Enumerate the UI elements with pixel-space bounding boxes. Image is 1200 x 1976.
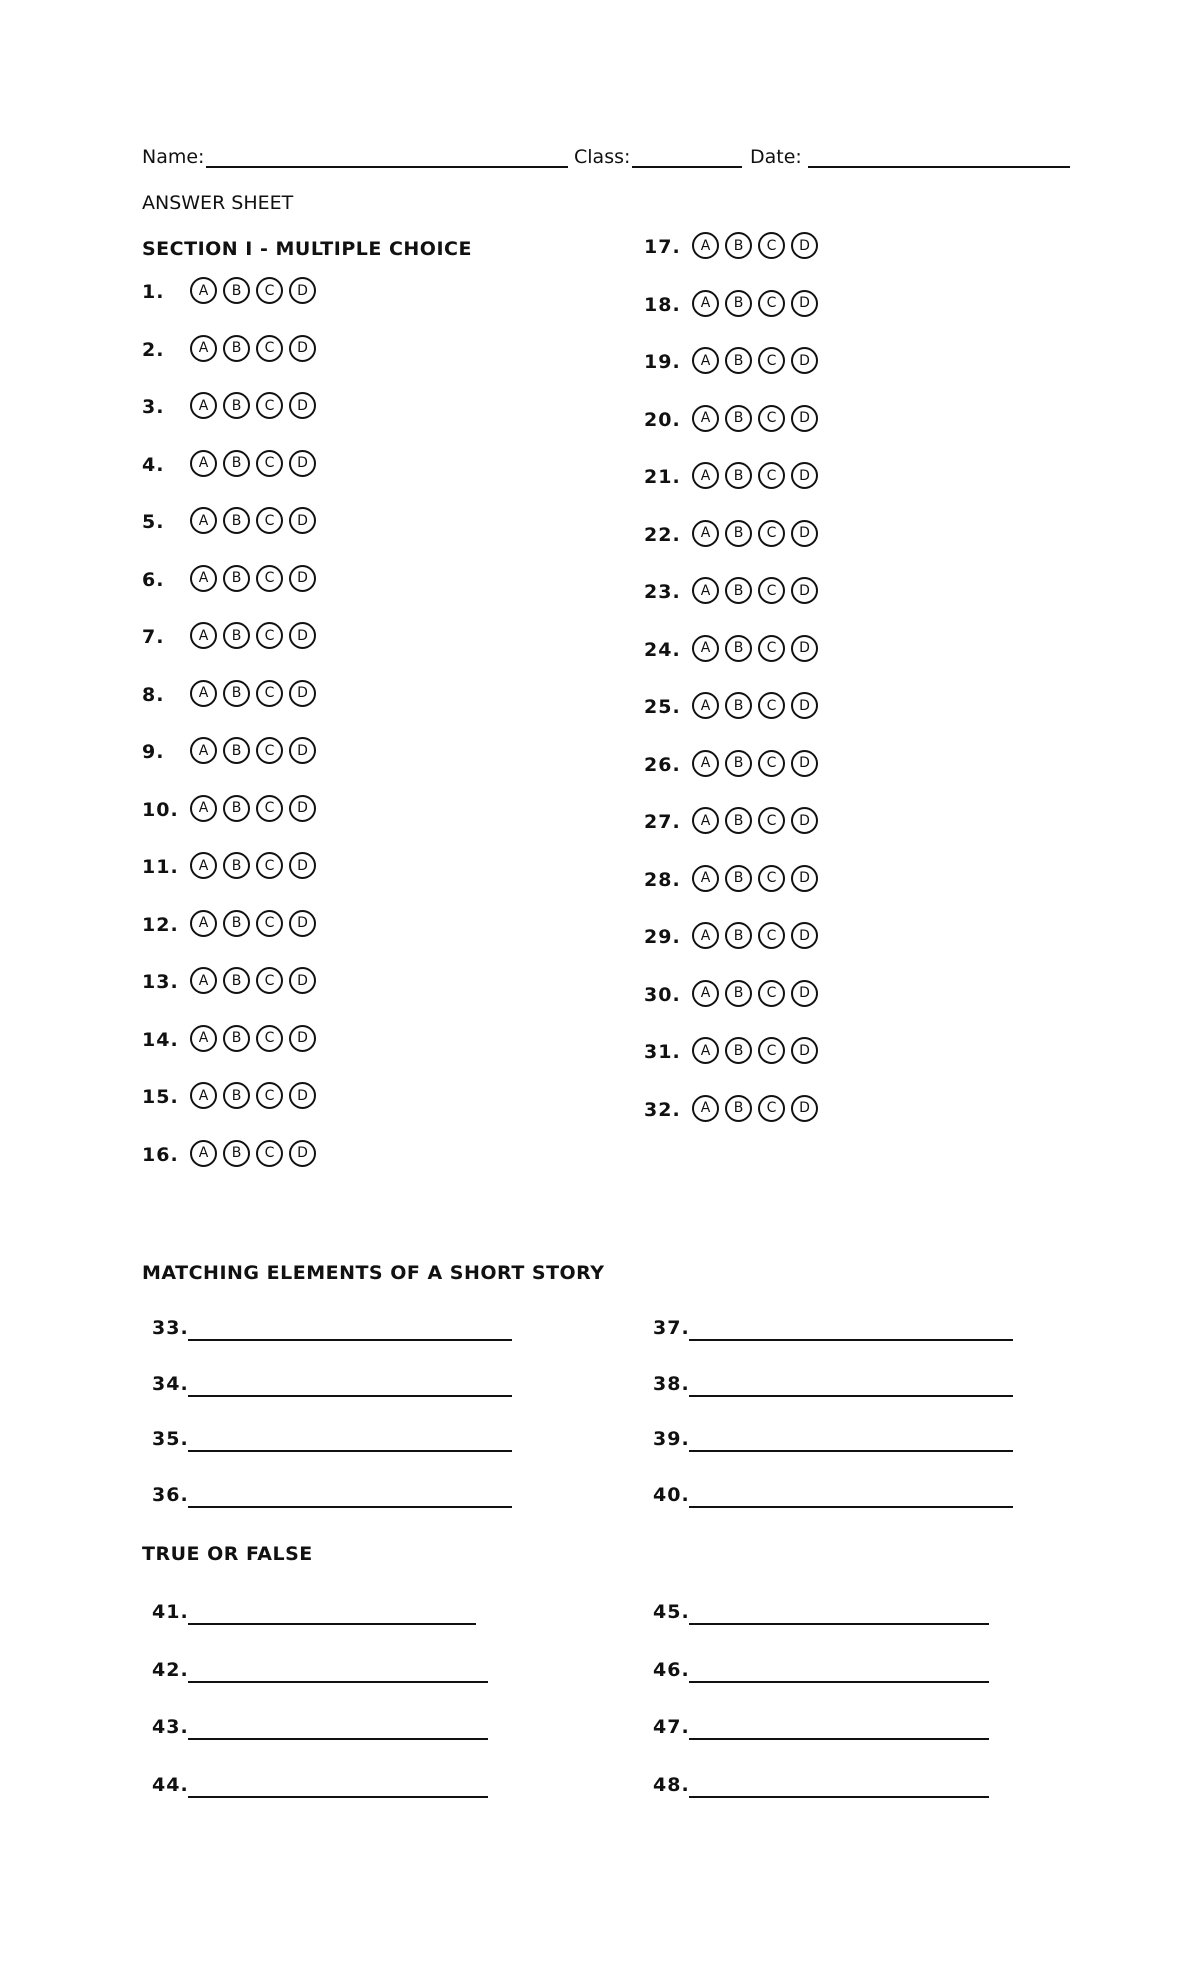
answer-bubble[interactable]: B xyxy=(223,277,250,304)
answer-bubble[interactable]: B xyxy=(223,450,250,477)
question-number: 40. xyxy=(653,1483,690,1506)
section-heading-matching: MATCHING ELEMENTS OF A SHORT STORY xyxy=(142,1262,605,1284)
answer-bubble[interactable]: C xyxy=(758,462,785,489)
answer-bubble[interactable]: D xyxy=(289,1140,316,1167)
answer-line[interactable] xyxy=(188,1738,488,1740)
question-number: 26. xyxy=(644,753,681,776)
answer-bubble[interactable]: A xyxy=(190,1082,217,1109)
question-number: 34. xyxy=(152,1372,189,1395)
answer-bubble[interactable]: D xyxy=(791,1037,818,1064)
answer-bubble[interactable]: B xyxy=(223,910,250,937)
date-field[interactable] xyxy=(808,166,1070,168)
answer-bubble[interactable]: D xyxy=(791,1095,818,1122)
answer-bubble-row xyxy=(190,450,316,477)
question-number: 33. xyxy=(152,1317,189,1339)
answer-bubble[interactable]: A xyxy=(190,507,217,534)
answer-bubble-row xyxy=(692,865,818,892)
answer-bubble-row xyxy=(190,910,316,937)
question-number: 25. xyxy=(644,696,681,718)
question-number: 38. xyxy=(653,1372,690,1395)
answer-bubble[interactable]: D xyxy=(791,577,818,604)
answer-bubble[interactable]: B xyxy=(223,622,250,649)
answer-bubble[interactable]: B xyxy=(223,737,250,764)
answer-bubble-row xyxy=(692,635,818,662)
answer-bubble[interactable]: C xyxy=(256,795,283,822)
answer-bubble[interactable]: D xyxy=(791,462,818,489)
question-number: 5. xyxy=(142,511,165,533)
answer-bubble[interactable]: A xyxy=(692,520,719,547)
page-title: ANSWER SHEET xyxy=(142,192,294,214)
answer-bubble[interactable]: C xyxy=(256,450,283,477)
answer-bubble[interactable]: A xyxy=(692,347,719,374)
answer-bubble[interactable]: A xyxy=(692,807,719,834)
answer-bubble[interactable]: C xyxy=(758,290,785,317)
question-number: 37. xyxy=(653,1317,690,1339)
answer-bubble[interactable]: B xyxy=(223,335,250,362)
answer-bubble[interactable]: D xyxy=(791,635,818,662)
class-field[interactable] xyxy=(632,166,742,168)
answer-bubble[interactable]: A xyxy=(190,967,217,994)
answer-bubble-row xyxy=(190,335,316,362)
answer-bubble[interactable]: B xyxy=(223,1140,250,1167)
answer-line[interactable] xyxy=(689,1738,989,1740)
answer-bubble-row xyxy=(190,1025,316,1052)
question-number: 23. xyxy=(644,581,681,603)
question-number: 1. xyxy=(142,281,165,303)
answer-bubble-row xyxy=(190,967,316,994)
answer-bubble[interactable]: C xyxy=(758,405,785,432)
question-number: 9. xyxy=(142,741,165,763)
class-label: Class: xyxy=(574,146,631,168)
answer-line[interactable] xyxy=(689,1681,989,1683)
question-number: 24. xyxy=(644,638,681,661)
answer-bubble[interactable]: C xyxy=(256,392,283,419)
answer-bubble[interactable]: B xyxy=(725,232,752,259)
answer-bubble[interactable]: D xyxy=(791,520,818,547)
answer-bubble-row xyxy=(190,1140,316,1167)
question-number: 10. xyxy=(142,798,179,821)
answer-line[interactable] xyxy=(689,1395,1013,1397)
question-number: 46. xyxy=(653,1658,690,1681)
answer-bubble[interactable]: B xyxy=(725,405,752,432)
answer-bubble-row xyxy=(692,922,818,949)
answer-bubble-row xyxy=(190,852,316,879)
answer-bubble[interactable]: D xyxy=(289,392,316,419)
question-number: 36. xyxy=(152,1483,189,1506)
answer-bubble[interactable]: A xyxy=(190,565,217,592)
question-number: 32. xyxy=(644,1098,681,1121)
answer-bubble[interactable]: B xyxy=(223,507,250,534)
answer-bubble-row xyxy=(190,277,316,304)
answer-bubble[interactable]: C xyxy=(256,622,283,649)
answer-bubble[interactable]: D xyxy=(791,692,818,719)
answer-bubble[interactable]: C xyxy=(256,1025,283,1052)
question-number: 15. xyxy=(142,1086,179,1108)
answer-bubble[interactable]: B xyxy=(725,290,752,317)
answer-bubble[interactable]: D xyxy=(289,622,316,649)
question-number: 2. xyxy=(142,338,165,361)
answer-bubble-row xyxy=(190,565,316,592)
answer-bubble[interactable]: B xyxy=(725,980,752,1007)
question-number: 39. xyxy=(653,1428,690,1450)
answer-bubble-row xyxy=(190,795,316,822)
question-number: 29. xyxy=(644,926,681,948)
answer-bubble-row xyxy=(190,1082,316,1109)
answer-bubble[interactable]: D xyxy=(791,865,818,892)
answer-bubble[interactable]: A xyxy=(190,910,217,937)
answer-bubble[interactable]: D xyxy=(791,922,818,949)
answer-bubble[interactable]: B xyxy=(725,750,752,777)
question-number: 8. xyxy=(142,683,165,706)
answer-line[interactable] xyxy=(188,1450,512,1452)
answer-bubble[interactable]: B xyxy=(725,807,752,834)
answer-bubble[interactable]: C xyxy=(758,1037,785,1064)
answer-bubble[interactable]: C xyxy=(256,335,283,362)
answer-bubble[interactable]: D xyxy=(289,795,316,822)
answer-bubble[interactable]: B xyxy=(223,852,250,879)
question-number: 12. xyxy=(142,913,179,936)
answer-bubble[interactable]: B xyxy=(725,577,752,604)
question-number: 21. xyxy=(644,466,681,488)
answer-bubble[interactable]: B xyxy=(223,1082,250,1109)
answer-bubble[interactable]: A xyxy=(190,737,217,764)
answer-bubble-row xyxy=(190,507,316,534)
answer-bubble-row xyxy=(692,692,818,719)
answer-bubble[interactable]: D xyxy=(289,335,316,362)
answer-bubble[interactable]: A xyxy=(692,750,719,777)
answer-bubble[interactable]: C xyxy=(758,1095,785,1122)
answer-bubble[interactable]: D xyxy=(289,737,316,764)
answer-bubble[interactable]: A xyxy=(692,1095,719,1122)
answer-bubble[interactable]: A xyxy=(190,622,217,649)
answer-bubble[interactable]: B xyxy=(223,565,250,592)
question-number: 27. xyxy=(644,811,681,833)
answer-bubble[interactable]: B xyxy=(725,347,752,374)
answer-bubble[interactable]: A xyxy=(190,450,217,477)
question-number: 28. xyxy=(644,868,681,891)
answer-bubble[interactable]: D xyxy=(289,910,316,937)
answer-line[interactable] xyxy=(689,1796,989,1798)
answer-bubble-row xyxy=(692,520,818,547)
answer-bubble[interactable]: D xyxy=(289,565,316,592)
answer-bubble-row xyxy=(190,680,316,707)
answer-bubble-row xyxy=(692,750,818,777)
answer-bubble[interactable]: D xyxy=(289,967,316,994)
answer-bubble[interactable]: C xyxy=(758,807,785,834)
answer-bubble-row xyxy=(692,347,818,374)
question-number: 16. xyxy=(142,1143,179,1166)
answer-bubble[interactable]: D xyxy=(289,1025,316,1052)
answer-bubble[interactable]: B xyxy=(223,795,250,822)
answer-bubble-row xyxy=(692,807,818,834)
question-number: 19. xyxy=(644,351,681,373)
section-heading-true-false: TRUE OR FALSE xyxy=(142,1543,313,1565)
question-number: 44. xyxy=(152,1773,189,1796)
answer-bubble[interactable]: A xyxy=(190,680,217,707)
question-number: 45. xyxy=(653,1601,690,1623)
answer-bubble-row xyxy=(692,462,818,489)
answer-bubble[interactable]: C xyxy=(758,865,785,892)
answer-bubble[interactable]: A xyxy=(692,635,719,662)
question-number: 42. xyxy=(152,1658,189,1681)
question-number: 22. xyxy=(644,523,681,546)
question-number: 18. xyxy=(644,293,681,316)
answer-bubble-row xyxy=(190,737,316,764)
answer-bubble[interactable]: B xyxy=(223,680,250,707)
answer-line[interactable] xyxy=(188,1395,512,1397)
answer-bubble[interactable]: D xyxy=(791,290,818,317)
answer-bubble[interactable]: C xyxy=(256,1082,283,1109)
answer-bubble[interactable]: A xyxy=(692,290,719,317)
answer-bubble[interactable]: B xyxy=(223,967,250,994)
answer-bubble[interactable]: C xyxy=(758,577,785,604)
answer-bubble[interactable]: A xyxy=(692,865,719,892)
answer-bubble-row xyxy=(692,290,818,317)
question-number: 17. xyxy=(644,236,681,258)
answer-bubble-row xyxy=(692,232,818,259)
question-number: 20. xyxy=(644,408,681,431)
answer-bubble[interactable]: D xyxy=(289,1082,316,1109)
answer-bubble[interactable]: C xyxy=(256,737,283,764)
answer-bubble[interactable]: B xyxy=(725,1037,752,1064)
answer-bubble[interactable]: C xyxy=(256,910,283,937)
question-number: 3. xyxy=(142,396,165,418)
answer-bubble[interactable]: A xyxy=(692,232,719,259)
answer-bubble[interactable]: D xyxy=(791,405,818,432)
answer-line[interactable] xyxy=(188,1681,488,1683)
question-number: 14. xyxy=(142,1028,179,1051)
answer-bubble[interactable]: B xyxy=(725,520,752,547)
question-number: 7. xyxy=(142,626,165,648)
answer-line[interactable] xyxy=(188,1796,488,1798)
answer-bubble[interactable]: A xyxy=(692,692,719,719)
answer-bubble[interactable]: A xyxy=(692,577,719,604)
answer-bubble[interactable]: D xyxy=(289,680,316,707)
answer-line[interactable] xyxy=(689,1339,1013,1341)
answer-bubble[interactable]: A xyxy=(190,795,217,822)
answer-line[interactable] xyxy=(188,1506,512,1508)
answer-line[interactable] xyxy=(689,1450,1013,1452)
question-number: 41. xyxy=(152,1601,189,1623)
answer-bubble[interactable]: C xyxy=(256,852,283,879)
answer-bubble[interactable]: C xyxy=(758,347,785,374)
answer-bubble[interactable]: C xyxy=(758,692,785,719)
answer-bubble-row xyxy=(692,577,818,604)
answer-bubble[interactable]: D xyxy=(791,750,818,777)
answer-bubble[interactable]: D xyxy=(289,450,316,477)
answer-bubble[interactable]: C xyxy=(758,232,785,259)
answer-bubble[interactable]: C xyxy=(256,507,283,534)
answer-bubble[interactable]: C xyxy=(256,565,283,592)
answer-bubble[interactable]: C xyxy=(758,922,785,949)
question-number: 47. xyxy=(653,1716,690,1738)
question-number: 4. xyxy=(142,453,165,476)
answer-bubble[interactable]: A xyxy=(190,852,217,879)
answer-bubble[interactable]: C xyxy=(256,967,283,994)
name-label: Name: xyxy=(142,146,205,168)
answer-line[interactable] xyxy=(188,1623,476,1625)
answer-bubble[interactable]: A xyxy=(190,1025,217,1052)
answer-bubble[interactable]: B xyxy=(223,1025,250,1052)
section-heading-multiple-choice: SECTION I - MULTIPLE CHOICE xyxy=(142,238,472,260)
answer-bubble-row xyxy=(692,980,818,1007)
answer-bubble[interactable]: D xyxy=(791,807,818,834)
answer-line[interactable] xyxy=(689,1506,1013,1508)
answer-bubble[interactable]: D xyxy=(289,852,316,879)
answer-bubble[interactable]: A xyxy=(692,462,719,489)
date-label: Date: xyxy=(750,146,802,168)
answer-bubble[interactable]: B xyxy=(725,692,752,719)
answer-bubble[interactable]: B xyxy=(725,635,752,662)
answer-bubble[interactable]: A xyxy=(692,922,719,949)
answer-bubble[interactable]: C xyxy=(758,980,785,1007)
answer-bubble[interactable]: B xyxy=(725,1095,752,1122)
answer-bubble[interactable]: D xyxy=(791,980,818,1007)
answer-bubble[interactable]: B xyxy=(223,392,250,419)
answer-bubble[interactable]: C xyxy=(256,1140,283,1167)
answer-bubble[interactable]: B xyxy=(725,462,752,489)
answer-bubble[interactable]: D xyxy=(791,347,818,374)
answer-bubble[interactable]: A xyxy=(190,1140,217,1167)
question-number: 30. xyxy=(644,983,681,1006)
answer-bubble[interactable]: C xyxy=(758,635,785,662)
answer-bubble[interactable]: C xyxy=(758,520,785,547)
question-number: 35. xyxy=(152,1428,189,1450)
answer-bubble[interactable]: B xyxy=(725,865,752,892)
answer-bubble[interactable]: A xyxy=(190,335,217,362)
answer-bubble[interactable]: C xyxy=(256,277,283,304)
name-field[interactable] xyxy=(206,166,568,168)
answer-bubble[interactable]: A xyxy=(692,980,719,1007)
answer-bubble-row xyxy=(692,1037,818,1064)
answer-bubble[interactable]: A xyxy=(190,277,217,304)
answer-bubble[interactable]: A xyxy=(190,392,217,419)
question-number: 43. xyxy=(152,1716,189,1738)
answer-bubble-row xyxy=(190,392,316,419)
answer-bubble[interactable]: D xyxy=(791,232,818,259)
answer-bubble-row xyxy=(692,1095,818,1122)
answer-bubble[interactable]: A xyxy=(692,405,719,432)
answer-bubble-row xyxy=(692,405,818,432)
answer-bubble[interactable]: D xyxy=(289,277,316,304)
answer-bubble[interactable]: D xyxy=(289,507,316,534)
question-number: 48. xyxy=(653,1773,690,1796)
answer-bubble[interactable]: C xyxy=(256,680,283,707)
answer-line[interactable] xyxy=(188,1339,512,1341)
question-number: 31. xyxy=(644,1041,681,1063)
answer-bubble[interactable]: A xyxy=(692,1037,719,1064)
answer-bubble[interactable]: B xyxy=(725,922,752,949)
question-number: 11. xyxy=(142,856,179,878)
answer-bubble[interactable]: C xyxy=(758,750,785,777)
answer-line[interactable] xyxy=(689,1623,989,1625)
question-number: 6. xyxy=(142,568,165,591)
answer-bubble-row xyxy=(190,622,316,649)
question-number: 13. xyxy=(142,971,179,993)
